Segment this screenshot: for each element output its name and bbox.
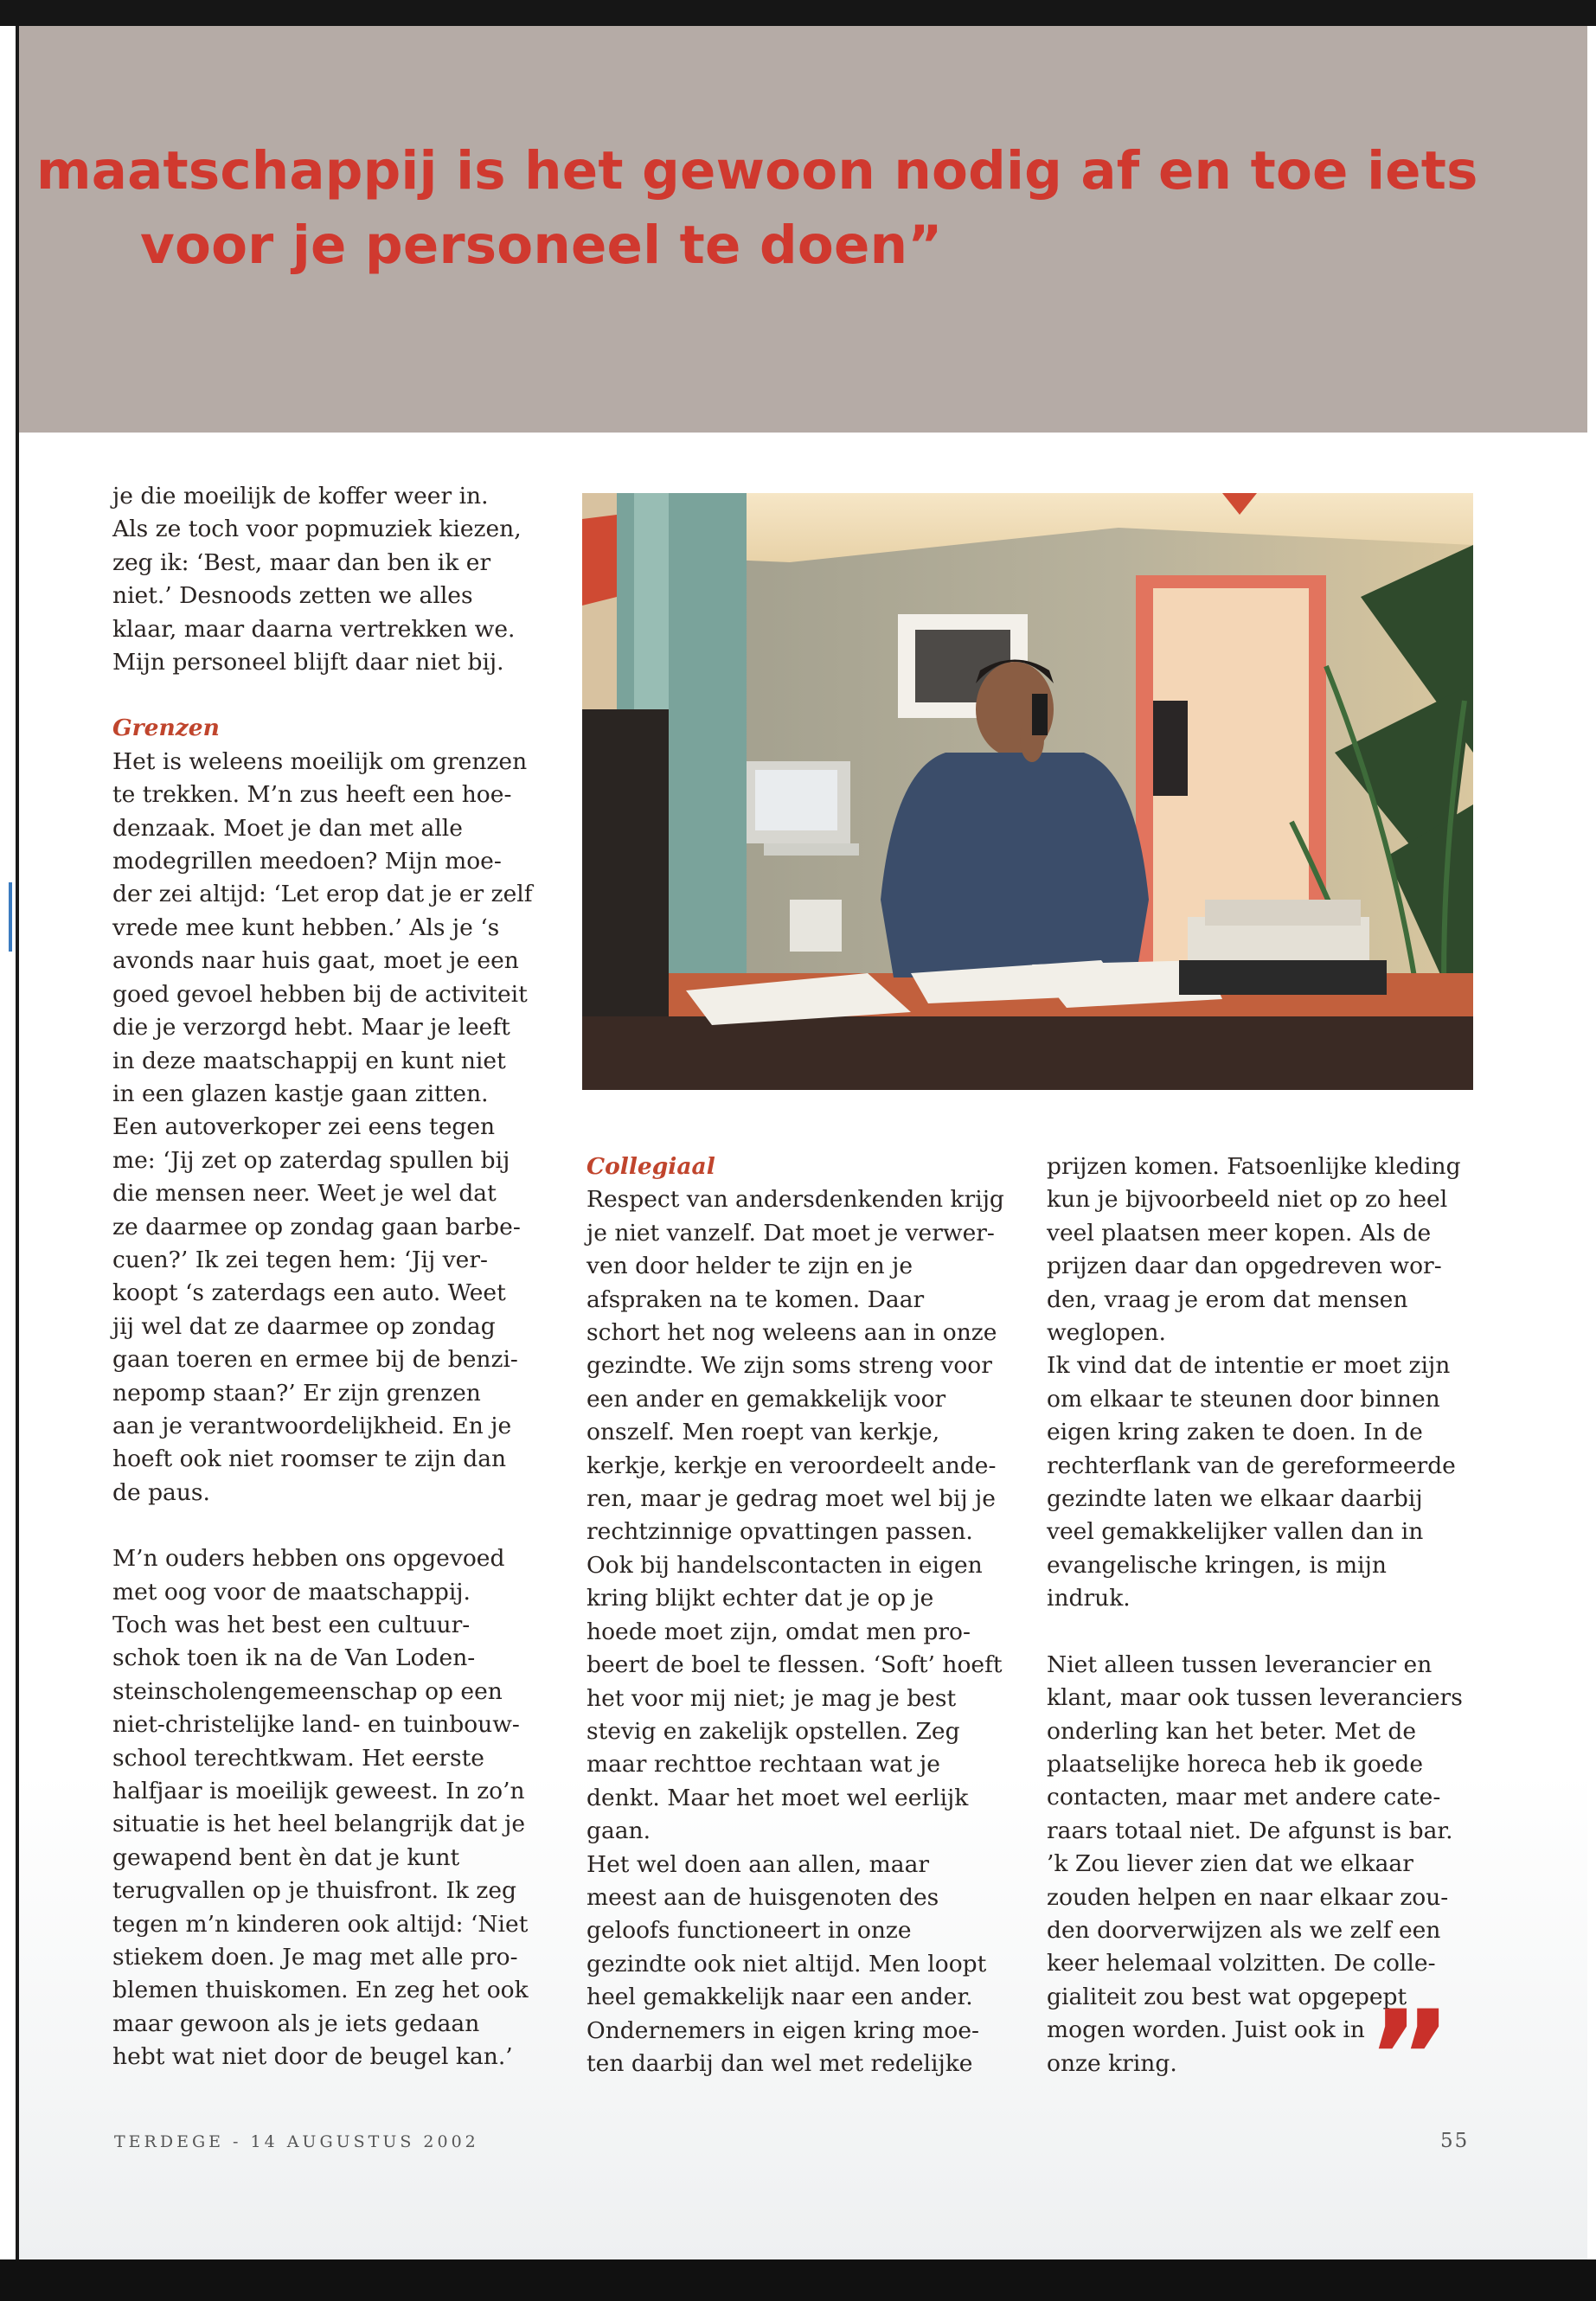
text-column-2 <box>586 1150 1028 2080</box>
text-line: indruk. <box>1047 1585 1131 1612</box>
text-line: ren, maar je gedrag moet wel bij je <box>586 1485 996 1513</box>
text-line: Het wel doen aan allen, maar <box>586 1850 930 1878</box>
text-line: in een glazen kastje gaan zitten. <box>112 1080 489 1107</box>
text-line: raars totaal niet. De afgunst is bar. <box>1047 1817 1453 1844</box>
text-line: kun je bijvoorbeeld niet op zo heel <box>1047 1186 1448 1214</box>
paragraph-intentie <box>1047 1349 1488 1615</box>
text-line: onszelf. Men roept van kerkje, <box>586 1419 940 1446</box>
text-line: me: ‘Jij zet op zaterdag spullen bij <box>112 1146 510 1174</box>
text-line: cuen?’ Ik zei tegen hem: ‘Jij ver- <box>112 1246 488 1273</box>
text-line: Ondernemers in eigen kring moe- <box>586 2016 979 2044</box>
subhead-collegiaal: Collegiaal <box>586 1153 715 1180</box>
header-band <box>19 26 1587 433</box>
text-line: Als ze toch voor popmuziek kiezen, <box>112 516 522 543</box>
text-line: afspraken na te komen. Daar <box>586 1285 925 1313</box>
text-line: goed gevoel hebben bij de activiteit <box>112 980 528 1008</box>
text-line: den doorverwijzen als we zelf een <box>1047 1916 1441 1944</box>
text-line: Ik vind dat de intentie er moet zijn <box>1047 1352 1451 1380</box>
text-line: de paus. <box>112 1478 210 1506</box>
text-line: hoeft ook niet roomser te zijn dan <box>112 1445 507 1473</box>
text-line: niet.’ Desnoods zetten we alles <box>112 582 473 610</box>
text-line: stevig en zakelijk opstellen. Zeg <box>586 1717 960 1745</box>
text-line: Toch was het best een cultuur- <box>112 1612 471 1638</box>
text-line: zouden helpen en naar elkaar zou- <box>1047 1883 1449 1911</box>
text-line: tegen m’n kinderen ook altijd: ‘Niet <box>112 1910 529 1938</box>
text-line: veel gemakkelijker vallen dan in <box>1047 1518 1424 1546</box>
text-line: te trekken. M’n zus heeft een hoe- <box>112 781 512 809</box>
text-line: Het is weleens moeilijk om grenzen <box>112 747 528 775</box>
text-line: plaatselijke horeca heb ik goede <box>1047 1750 1424 1778</box>
text-line: der zei altijd: ‘Let erop dat je er zelf <box>112 881 533 908</box>
text-line: modegrillen meedoen? Mijn moe- <box>112 848 502 875</box>
closing-quote-mark: ” <box>1367 1984 1452 2134</box>
paragraph-huisgenoten <box>586 1849 1028 2081</box>
text-line: ten daarbij dan wel met redelijke <box>586 2049 973 2077</box>
text-line: situatie is het heel belangrijk dat je <box>112 1811 525 1838</box>
headline-line-2: voor je personeel te doen” <box>140 215 943 276</box>
text-line: halfjaar is moeilijk geweest. In zo’n <box>112 1778 525 1805</box>
text-line: ’k Zou liever zien dat we elkaar <box>1047 1850 1413 1878</box>
text-line: klaar, maar daarna vertrekken we. <box>112 615 516 643</box>
text-line: maar rechttoe rechtaan wat je <box>586 1751 940 1779</box>
text-line: gaan. <box>586 1817 651 1845</box>
text-line: die mensen neer. Weet je wel dat <box>112 1180 497 1208</box>
headline-line-1: maatschappij is het gewoon nodig af en toe iets <box>36 140 1478 202</box>
text-line: onze kring. <box>1047 2049 1177 2077</box>
text-line: niet-christelijke land- en tuinbouw- <box>112 1711 520 1739</box>
text-line: een ander en gemakkelijk voor <box>586 1385 946 1413</box>
text-line: met oog voor de maatschappij. <box>112 1578 471 1606</box>
text-line: Respect van andersdenkenden krijg <box>586 1186 1004 1214</box>
footer-publication: TERDEGE - 14 AUGUSTUS 2002 <box>114 2132 479 2151</box>
text-column-1 <box>112 480 571 2074</box>
text-line: ze daarmee op zondag gaan barbe- <box>112 1213 521 1240</box>
text-line: onderling kan het beter. Met de <box>1047 1717 1417 1745</box>
text-line: schok toen ik na de Van Loden- <box>112 1644 476 1672</box>
scan-bottom-edge <box>0 2259 1596 2301</box>
text-line: meest aan de huisgenoten des <box>586 1883 939 1911</box>
text-line: steinscholengemeenschap op een <box>112 1677 503 1705</box>
text-line: gezindte laten we elkaar daarbij <box>1047 1485 1423 1513</box>
text-line: kring blijkt echter dat je op je <box>586 1585 934 1612</box>
text-line: gezindte ook niet altijd. Men loopt <box>586 1950 987 1977</box>
text-line: denkt. Maar het moet wel eerlijk <box>586 1784 969 1811</box>
text-line: gaan toeren en ermee bij de benzi- <box>112 1346 518 1374</box>
pull-quote-headline <box>36 134 1478 283</box>
text-line: in deze maatschappij en kunt niet <box>112 1047 506 1074</box>
text-line: prijzen komen. Fatsoenlijke kleding <box>1047 1153 1461 1180</box>
office-photo <box>582 493 1473 1090</box>
text-line: aan je verantwoordelijkheid. En je <box>112 1412 512 1439</box>
text-line: denzaak. Moet je dan met alle <box>112 814 463 842</box>
text-line: den, vraag je erom dat mensen <box>1047 1285 1408 1313</box>
text-line: heel gemakkelijk naar een ander. <box>586 1984 973 2011</box>
text-line: stiekem doen. Je mag met alle pro- <box>112 1944 518 1971</box>
text-line: schort het nog weleens aan in onze <box>586 1319 997 1347</box>
text-line: hoede moet zijn, omdat men pro- <box>586 1618 971 1645</box>
text-line: blemen thuiskomen. En zeg het ook <box>112 1977 529 2004</box>
paragraph-grenzen <box>112 746 571 1509</box>
text-line: evangelische kringen, is mijn <box>1047 1551 1387 1579</box>
text-line: gezindte. We zijn soms streng voor <box>586 1352 992 1380</box>
text-line: jij wel dat ze daarmee op zondag <box>112 1312 496 1340</box>
text-line: geloofs functioneert in onze <box>586 1917 912 1945</box>
scan-margin-mark <box>9 882 12 952</box>
text-line: M’n ouders hebben ons opgevoed <box>112 1545 505 1573</box>
text-line: je die moeilijk de koffer weer in. <box>112 483 489 510</box>
text-line: het voor mij niet; je mag je best <box>586 1684 957 1712</box>
text-line: terugvallen op je thuisfront. Ik zeg <box>112 1877 516 1905</box>
text-line: gialiteit zou best wat opgepept <box>1047 1983 1407 2010</box>
text-line: vrede mee kunt hebben.’ Als je ‘s <box>112 913 500 941</box>
text-line: klant, maar ook tussen leveranciers <box>1047 1684 1463 1712</box>
paragraph-collegiaal <box>586 1183 1028 1848</box>
text-line: zeg ik: ‘Best, maar dan ben ik er <box>112 548 491 576</box>
text-line: hebt wat niet door de beugel kan.’ <box>112 2043 513 2071</box>
text-line: eigen kring zaken te doen. In de <box>1047 1419 1423 1446</box>
paragraph-ouders <box>112 1542 571 2074</box>
text-line: nepomp staan?’ Er zijn grenzen <box>112 1379 481 1407</box>
text-line: prijzen daar dan opgedreven wor- <box>1047 1253 1442 1280</box>
scan-top-edge <box>0 0 1596 26</box>
text-line: rechtzinnige opvattingen passen. <box>586 1518 973 1546</box>
text-line: Mijn personeel blijft daar niet bij. <box>112 649 504 676</box>
text-line: die je verzorgd hebt. Maar je leeft <box>112 1014 510 1042</box>
intro-paragraph <box>112 480 571 679</box>
text-line: koopt ‘s zaterdags een auto. Weet <box>112 1279 506 1307</box>
text-line: mogen worden. Juist ook in <box>1047 2016 1365 2044</box>
paragraph-prijzen <box>1047 1150 1488 1349</box>
text-line: beert de boel te flessen. ‘Soft’ hoeft <box>586 1651 1003 1679</box>
text-line: maar gewoon als je iets gedaan <box>112 2009 480 2037</box>
text-line: keer helemaal volzitten. De colle- <box>1047 1950 1436 1977</box>
page-number: 55 <box>1440 2130 1470 2152</box>
text-line: Een autoverkoper zei eens tegen <box>112 1113 496 1141</box>
text-column-3 <box>1047 1150 1488 2080</box>
text-line: avonds naar huis gaat, moet je een <box>112 947 519 975</box>
text-line: om elkaar te steunen door binnen <box>1047 1385 1440 1413</box>
text-line: rechterflank van de gereformeerde <box>1047 1452 1456 1479</box>
text-line: weglopen. <box>1047 1319 1166 1347</box>
text-line: je niet vanzelf. Dat moet je verwer- <box>586 1219 995 1247</box>
text-line: veel plaatsen meer kopen. Als de <box>1047 1219 1432 1247</box>
text-line: school terechtkwam. Het eerste <box>112 1744 484 1772</box>
subhead-grenzen: Grenzen <box>112 715 220 742</box>
text-line: Ook bij handelscontacten in eigen <box>586 1551 983 1579</box>
text-line: Niet alleen tussen leverancier en <box>1047 1650 1433 1678</box>
text-line: contacten, maar met andere cate- <box>1047 1784 1441 1811</box>
text-line: gewapend bent èn dat je kunt <box>112 1843 460 1871</box>
text-line: ven door helder te zijn en je <box>586 1253 913 1280</box>
text-line: kerkje, kerkje en veroordeelt ande- <box>586 1452 997 1479</box>
